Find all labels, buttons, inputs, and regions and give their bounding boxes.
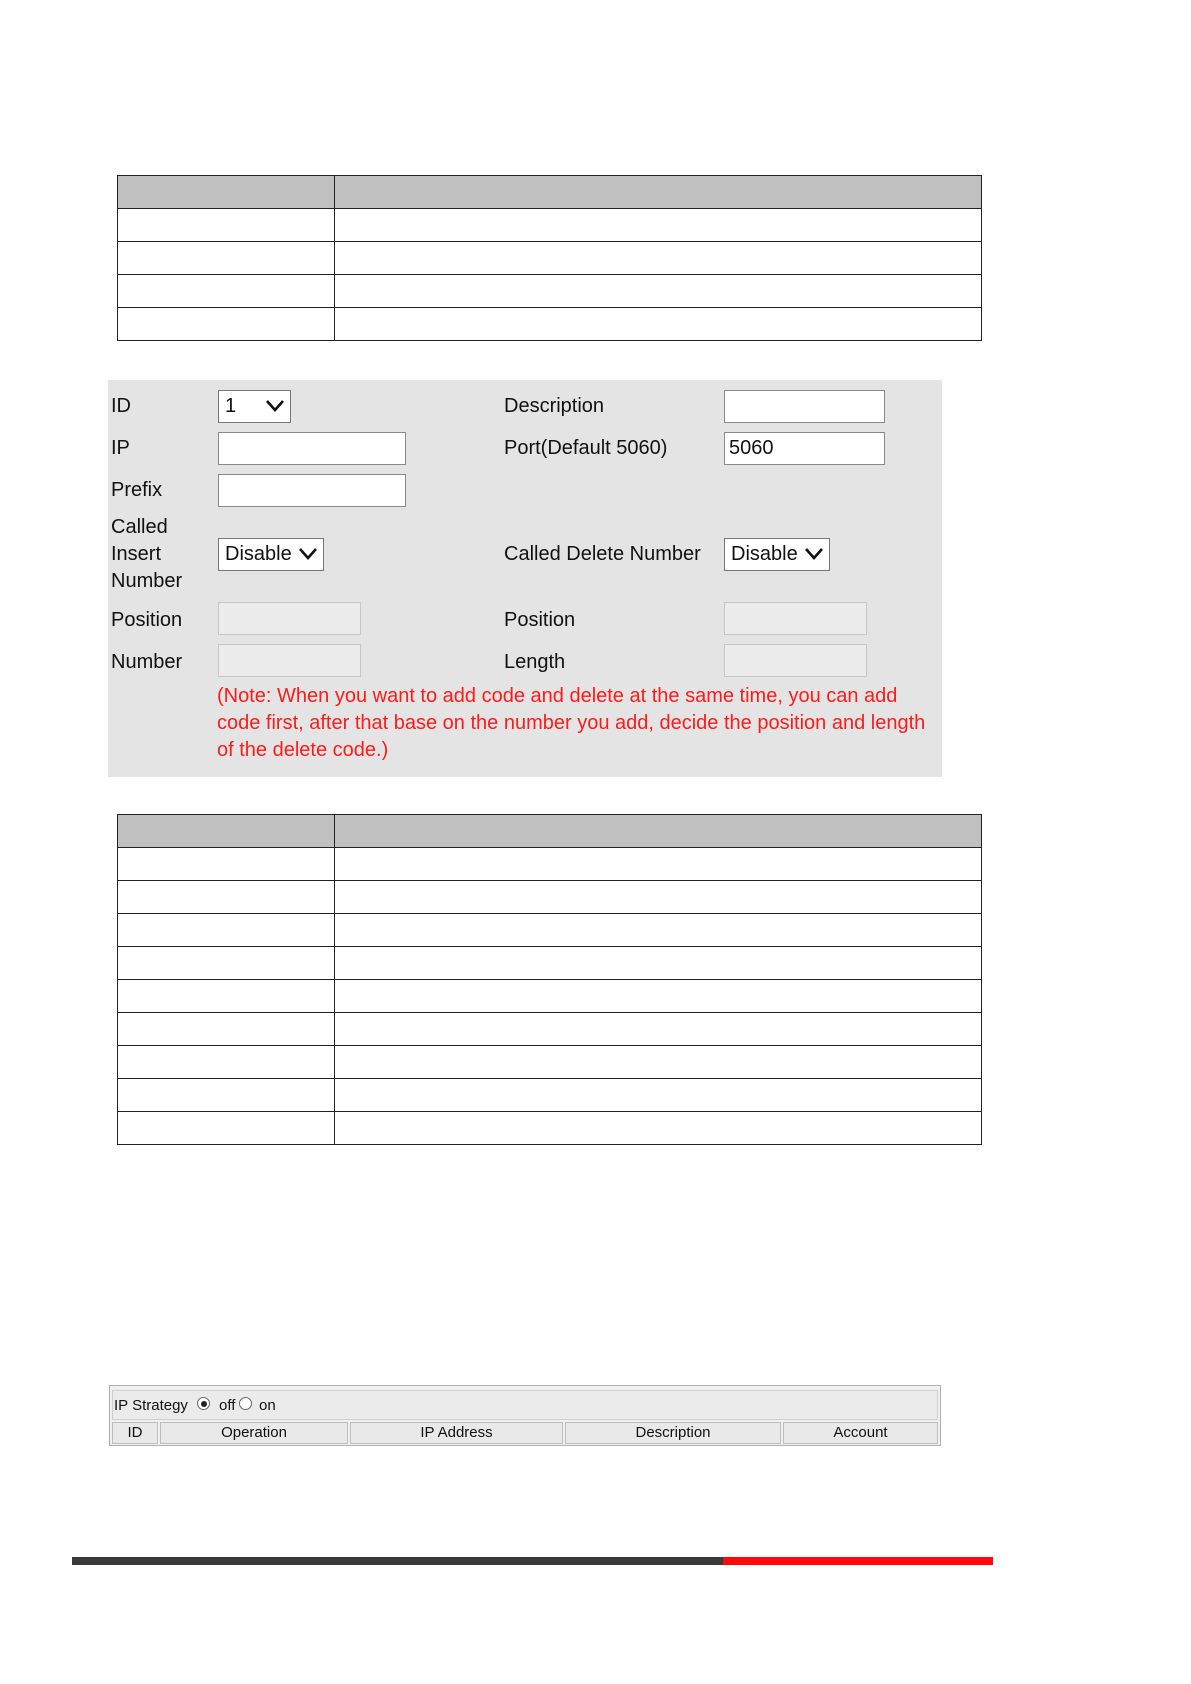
table-cell [118, 980, 335, 1013]
description-input[interactable] [724, 390, 885, 423]
footer-bar-red [723, 1557, 993, 1565]
ip-trunk-form-panel [108, 380, 942, 777]
table-header-cell [335, 176, 982, 209]
table-row [118, 242, 982, 275]
table-cell [335, 1079, 982, 1112]
table-cell [335, 1112, 982, 1145]
table-cell [118, 242, 335, 275]
called-delete-label: Called Delete Number [504, 543, 701, 565]
called-insert-label-line1: Called [111, 516, 168, 538]
insert-position-input [218, 602, 361, 635]
delete-length-input [724, 644, 867, 677]
table-cell [118, 947, 335, 980]
table-cell [335, 275, 982, 308]
id-select-value: 1 [225, 395, 237, 417]
table-cell [118, 275, 335, 308]
table-cell [335, 242, 982, 275]
port-input[interactable]: 5060 [724, 432, 885, 465]
table-cell [335, 848, 982, 881]
insert-number-input [218, 644, 361, 677]
ip-strategy-on-label: on [259, 1397, 276, 1414]
table-row [118, 209, 982, 242]
table-cell [335, 308, 982, 341]
table-row [118, 881, 982, 914]
chevron-down-icon [298, 546, 318, 562]
table-row [118, 308, 982, 341]
table-cell [335, 947, 982, 980]
table-row [118, 1046, 982, 1079]
called-delete-select-value: Disable [731, 543, 798, 565]
description-label: Description [504, 395, 605, 417]
ip-strategy-row [112, 1390, 938, 1420]
table-cell [118, 1112, 335, 1145]
table-cell [118, 1046, 335, 1079]
ip-strategy-off-label: off [219, 1397, 236, 1414]
table-cell [118, 1013, 335, 1046]
column-header-account: Account [783, 1422, 938, 1444]
delete-position-label: Position [504, 609, 576, 631]
called-insert-label-line3: Number [111, 570, 183, 592]
table-cell [335, 881, 982, 914]
table-cell [335, 980, 982, 1013]
ip-label: IP [111, 437, 130, 459]
table-row [118, 1013, 982, 1046]
footer-bar-dark [72, 1557, 723, 1565]
port-label: Port(Default 5060) [504, 437, 668, 459]
table-header-row [118, 815, 982, 848]
table-cell [335, 1013, 982, 1046]
called-insert-select[interactable] [218, 538, 324, 571]
ip-input[interactable] [218, 432, 406, 465]
table-header-cell [118, 176, 335, 209]
table-cell [335, 914, 982, 947]
prefix-input[interactable] [218, 474, 406, 507]
chevron-down-icon [804, 546, 824, 562]
table-cell [118, 1079, 335, 1112]
called-delete-select[interactable] [724, 538, 830, 571]
column-header-ip-address: IP Address [350, 1422, 563, 1444]
prefix-label: Prefix [111, 479, 163, 501]
table-row [118, 275, 982, 308]
delete-position-input [724, 602, 867, 635]
table-row [118, 1112, 982, 1145]
table-cell [118, 209, 335, 242]
delete-length-label: Length [504, 651, 566, 673]
column-header-id: ID [112, 1422, 158, 1444]
ip-strategy-label: IP Strategy [114, 1397, 188, 1414]
table-row [118, 1079, 982, 1112]
ip-strategy-panel [109, 1385, 941, 1446]
table-header-row [118, 176, 982, 209]
ip-strategy-on-radio[interactable] [239, 1397, 252, 1410]
id-label: ID [111, 395, 131, 417]
table-cell [118, 881, 335, 914]
table-row [118, 848, 982, 881]
called-insert-select-value: Disable [225, 543, 292, 565]
table-row [118, 914, 982, 947]
insert-number-label: Number [111, 651, 183, 673]
table-row [118, 947, 982, 980]
table-row [118, 980, 982, 1013]
note-text: (Note: When you want to add code and delete at the same time, you can add code first, after that base on the number you add, decide the position and length of the delete code.) [217, 685, 926, 761]
column-header-operation: Operation [160, 1422, 348, 1444]
table-cell [335, 209, 982, 242]
top-table [117, 175, 982, 341]
column-header-description: Description [565, 1422, 781, 1444]
insert-position-label: Position [111, 609, 183, 631]
table-header-cell [335, 815, 982, 848]
table-cell [335, 1046, 982, 1079]
middle-table [117, 814, 982, 1145]
table-cell [118, 308, 335, 341]
called-insert-label-line2: Insert [111, 543, 162, 565]
table-cell [118, 848, 335, 881]
chevron-down-icon [265, 398, 285, 414]
id-select[interactable] [218, 390, 291, 423]
table-header-cell [118, 815, 335, 848]
ip-strategy-off-radio[interactable] [197, 1397, 210, 1410]
table-cell [118, 914, 335, 947]
